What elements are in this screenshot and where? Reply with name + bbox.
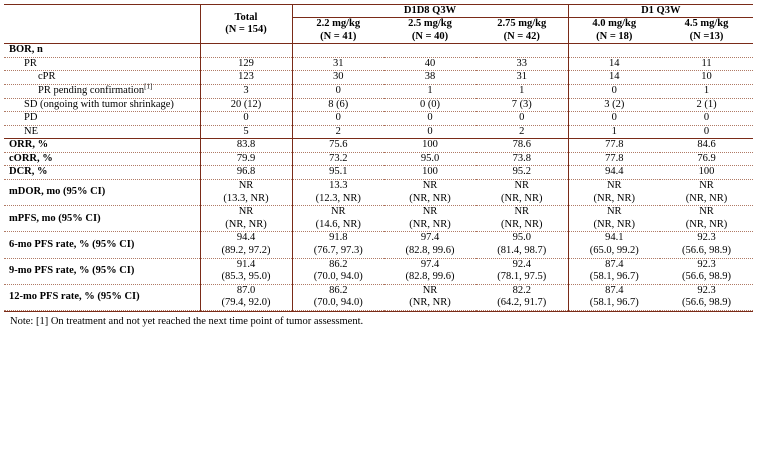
- header-dose-4-0-line2: (N = 18): [596, 30, 633, 42]
- row-value-primary: 92.3: [697, 284, 716, 296]
- header-group-d1: D1 Q3W: [568, 5, 753, 18]
- row-value: 73.8: [476, 152, 568, 166]
- row-value-ci: (70.0, 94.0): [313, 297, 363, 309]
- row-value: 78.6: [476, 139, 568, 153]
- row-value-primary: 87.4: [605, 284, 624, 296]
- row-value-primary: 86.2: [329, 284, 348, 296]
- header-corner-cell: [4, 5, 200, 44]
- row-label: DCR, %: [4, 166, 200, 180]
- row-value: 33: [476, 57, 568, 71]
- row-value: 1: [384, 84, 476, 98]
- row-label: PR pending confirmation[1]: [4, 84, 200, 98]
- row-value: [384, 44, 476, 58]
- row-value: 31: [292, 57, 384, 71]
- row-value-primary: NR: [238, 206, 254, 218]
- row-value: [200, 232, 292, 258]
- row-value-ci: (82.8, 99.6): [405, 271, 455, 283]
- row-label: 9-mo PFS rate, % (95% CI): [4, 258, 200, 284]
- header-dose-2-75-line2: (N = 42): [503, 30, 540, 42]
- row-label: mDOR, mo (95% CI): [4, 180, 200, 206]
- row-value: [292, 180, 384, 206]
- row-value: 11: [660, 57, 753, 71]
- row-value-ci: (56.6, 98.9): [682, 245, 732, 257]
- row-value: [200, 44, 292, 58]
- row-value-primary: NR: [514, 206, 530, 218]
- row-value: 20 (12): [200, 98, 292, 112]
- row-value-ci: (12.3, NR): [315, 192, 361, 204]
- row-value-primary: 82.2: [512, 284, 531, 296]
- row-value: [200, 284, 292, 310]
- row-value-primary: 94.4: [236, 232, 256, 244]
- header-dose-2-75: [476, 18, 568, 44]
- table-row: [4, 232, 753, 258]
- row-value-ci: (NR, NR): [501, 192, 543, 204]
- row-value-ci: (NR, NR): [225, 218, 267, 230]
- row-label: ORR, %: [4, 139, 200, 153]
- row-value: 14: [568, 57, 660, 71]
- row-value: [200, 258, 292, 284]
- header-total-line2: (N = 154): [225, 24, 267, 36]
- row-value: 2: [476, 125, 568, 139]
- row-value: 10: [660, 71, 753, 85]
- row-value: [568, 180, 660, 206]
- row-value: 0: [660, 125, 753, 139]
- row-value: 96.8: [200, 166, 292, 180]
- row-value: 100: [660, 166, 753, 180]
- row-label: NE: [4, 125, 200, 139]
- row-value: [384, 284, 476, 310]
- row-value: 40: [384, 57, 476, 71]
- table-row: [4, 57, 753, 71]
- row-label: PR: [4, 57, 200, 71]
- row-value-primary: NR: [606, 180, 622, 192]
- row-value: [660, 180, 753, 206]
- row-value-primary: NR: [606, 206, 622, 218]
- row-value-primary: NR: [422, 284, 438, 296]
- row-value-ci: (78.1, 97.5): [497, 271, 547, 283]
- row-value-ci: (NR, NR): [409, 218, 451, 230]
- row-value: 30: [292, 71, 384, 85]
- table-row: [4, 152, 753, 166]
- row-value: [200, 206, 292, 232]
- row-value: 0: [476, 112, 568, 126]
- row-label: cORR, %: [4, 152, 200, 166]
- table-row: [4, 258, 753, 284]
- row-value: 95.0: [384, 152, 476, 166]
- row-value: 79.9: [200, 152, 292, 166]
- row-value: 2 (1): [660, 98, 753, 112]
- row-value-primary: 87.4: [605, 258, 624, 270]
- table-row: [4, 166, 753, 180]
- row-value-primary: 92.4: [512, 258, 531, 270]
- row-label: PD: [4, 112, 200, 126]
- row-value-ci: (70.0, 94.0): [313, 271, 363, 283]
- table-sheet: [0, 4, 757, 473]
- row-value: 2: [292, 125, 384, 139]
- row-value: 14: [568, 71, 660, 85]
- row-value: [660, 206, 753, 232]
- row-value: 0: [292, 112, 384, 126]
- table-row: [4, 284, 753, 310]
- row-value-ci: (NR, NR): [409, 297, 451, 309]
- header-dose-2-5-line1: 2.5 mg/kg: [408, 18, 452, 30]
- row-value-primary: 87.0: [236, 284, 256, 296]
- row-value-primary: NR: [699, 206, 714, 218]
- table-row: [4, 180, 753, 206]
- row-value: [384, 232, 476, 258]
- row-label: SD (ongoing with tumor shrinkage): [4, 98, 200, 112]
- row-value: 0: [568, 84, 660, 98]
- row-value-ci: (76.7, 97.3): [313, 245, 363, 257]
- row-value: [476, 232, 568, 258]
- row-value: [292, 284, 384, 310]
- header-row-groups: [4, 5, 753, 18]
- row-value-primary: NR: [514, 180, 530, 192]
- row-value-primary: 94.1: [605, 232, 624, 244]
- table-row: [4, 112, 753, 126]
- row-value-primary: 91.8: [329, 232, 348, 244]
- row-value-primary: 91.4: [236, 258, 256, 270]
- row-value-ci: (NR, NR): [593, 218, 635, 230]
- row-value-ci: (56.6, 98.9): [682, 297, 732, 309]
- row-value-ci: (65.0, 99.2): [589, 245, 639, 257]
- row-value: [476, 44, 568, 58]
- row-value: 100: [384, 166, 476, 180]
- row-label: BOR, n: [4, 44, 200, 58]
- row-value: 1: [476, 84, 568, 98]
- row-value: [660, 232, 753, 258]
- row-value: [384, 180, 476, 206]
- row-value: [660, 44, 753, 58]
- row-value-ci: (58.1, 96.7): [589, 297, 639, 309]
- row-value: 3 (2): [568, 98, 660, 112]
- row-value-ci: (NR, NR): [501, 218, 543, 230]
- row-value-primary: NR: [238, 180, 254, 192]
- row-value: 100: [384, 139, 476, 153]
- row-value: [568, 206, 660, 232]
- row-value: 95.1: [292, 166, 384, 180]
- table-row: [4, 71, 753, 85]
- table-footnote: Note: [1] On treatment and not yet reached the next time point of tumor assessment.: [4, 311, 753, 331]
- row-value: [660, 284, 753, 310]
- row-label: 6-mo PFS rate, % (95% CI): [4, 232, 200, 258]
- results-table: [4, 4, 753, 311]
- row-value: [476, 258, 568, 284]
- row-value: [568, 44, 660, 58]
- table-body: [4, 44, 753, 311]
- row-value: 77.8: [568, 152, 660, 166]
- row-value-primary: NR: [422, 206, 438, 218]
- row-value-primary: 97.4: [420, 258, 440, 270]
- row-value: [384, 206, 476, 232]
- table-header: [4, 5, 753, 44]
- row-value-ci: (NR, NR): [685, 218, 728, 230]
- row-value: 1: [568, 125, 660, 139]
- row-value: 8 (6): [292, 98, 384, 112]
- row-value: 7 (3): [476, 98, 568, 112]
- table-row: [4, 44, 753, 58]
- header-total: [200, 5, 292, 44]
- row-value: 123: [200, 71, 292, 85]
- row-value: [292, 206, 384, 232]
- header-group-d1d8: D1D8 Q3W: [292, 5, 568, 18]
- row-value-primary: NR: [699, 180, 714, 192]
- row-value-ci: (NR, NR): [685, 192, 728, 204]
- row-value: 0: [568, 112, 660, 126]
- row-value-primary: NR: [422, 180, 438, 192]
- row-value-ci: (13.3, NR): [223, 192, 269, 204]
- header-dose-4-0-line1: 4.0 mg/kg: [592, 18, 637, 30]
- header-dose-2-2: [292, 18, 384, 44]
- header-dose-4-5: [660, 18, 753, 44]
- header-dose-2-2-line2: (N = 41): [320, 30, 357, 42]
- table-row: [4, 125, 753, 139]
- row-value-ci: (64.2, 91.7): [497, 297, 547, 309]
- row-value: [292, 44, 384, 58]
- header-dose-4-5-line2: (N =13): [689, 30, 724, 42]
- header-dose-4-0: [568, 18, 660, 44]
- row-value: [568, 232, 660, 258]
- row-value: 0: [384, 112, 476, 126]
- row-value: 5: [200, 125, 292, 139]
- row-value: 77.8: [568, 139, 660, 153]
- row-value: [476, 206, 568, 232]
- row-value-primary: 92.3: [697, 258, 716, 270]
- row-value: [384, 258, 476, 284]
- row-value: 76.9: [660, 152, 753, 166]
- row-value-ci: (89.2, 97.2): [221, 245, 271, 257]
- row-value: 75.6: [292, 139, 384, 153]
- header-dose-2-5: [384, 18, 476, 44]
- row-value-primary: 95.0: [512, 232, 531, 244]
- row-value-ci: (82.8, 99.6): [405, 245, 455, 257]
- row-value: 0: [384, 125, 476, 139]
- row-value: 95.2: [476, 166, 568, 180]
- footnote-marker: [1]: [144, 82, 153, 91]
- row-value: 1: [660, 84, 753, 98]
- header-total-line1: Total: [234, 11, 258, 23]
- row-value: 0: [200, 112, 292, 126]
- row-value: 3: [200, 84, 292, 98]
- row-label: mPFS, mo (95% CI): [4, 206, 200, 232]
- row-value: [660, 258, 753, 284]
- row-value: 0: [660, 112, 753, 126]
- row-value: 0: [292, 84, 384, 98]
- row-value-ci: (85.3, 95.0): [221, 271, 271, 283]
- row-value: [476, 180, 568, 206]
- row-value-primary: NR: [330, 206, 346, 218]
- row-value: [292, 258, 384, 284]
- row-value-ci: (NR, NR): [593, 192, 635, 204]
- row-value-ci: (81.4, 98.7): [497, 245, 547, 257]
- table-row: [4, 206, 753, 232]
- row-value: 83.8: [200, 139, 292, 153]
- row-label: cPR: [4, 71, 200, 85]
- header-dose-4-5-line1: 4.5 mg/kg: [684, 18, 729, 30]
- row-value: 31: [476, 71, 568, 85]
- table-row: [4, 139, 753, 153]
- row-value-ci: (14.6, NR): [315, 218, 361, 230]
- row-value-primary: 13.3: [329, 180, 348, 192]
- row-value: 38: [384, 71, 476, 85]
- header-dose-2-5-line2: (N = 40): [411, 30, 449, 42]
- header-dose-2-2-line1: 2.2 mg/kg: [316, 18, 361, 30]
- row-value: 0 (0): [384, 98, 476, 112]
- header-dose-2-75-line1: 2.75 mg/kg: [497, 18, 547, 30]
- row-value-ci: (NR, NR): [409, 192, 451, 204]
- row-value: [568, 284, 660, 310]
- row-value-ci: (79.4, 92.0): [221, 297, 271, 309]
- row-value: [476, 284, 568, 310]
- table-row: [4, 84, 753, 98]
- row-label: 12-mo PFS rate, % (95% CI): [4, 284, 200, 310]
- row-value: 84.6: [660, 139, 753, 153]
- row-value-ci: (56.6, 98.9): [682, 271, 732, 283]
- row-value-primary: 92.3: [697, 232, 716, 244]
- row-value-primary: 97.4: [420, 232, 440, 244]
- row-value: 94.4: [568, 166, 660, 180]
- row-value-ci: (58.1, 96.7): [589, 271, 639, 283]
- row-value: [292, 232, 384, 258]
- table-row: [4, 98, 753, 112]
- row-value: [200, 180, 292, 206]
- row-value: [568, 258, 660, 284]
- row-value: 129: [200, 57, 292, 71]
- row-value: 73.2: [292, 152, 384, 166]
- row-value-primary: 86.2: [329, 258, 348, 270]
